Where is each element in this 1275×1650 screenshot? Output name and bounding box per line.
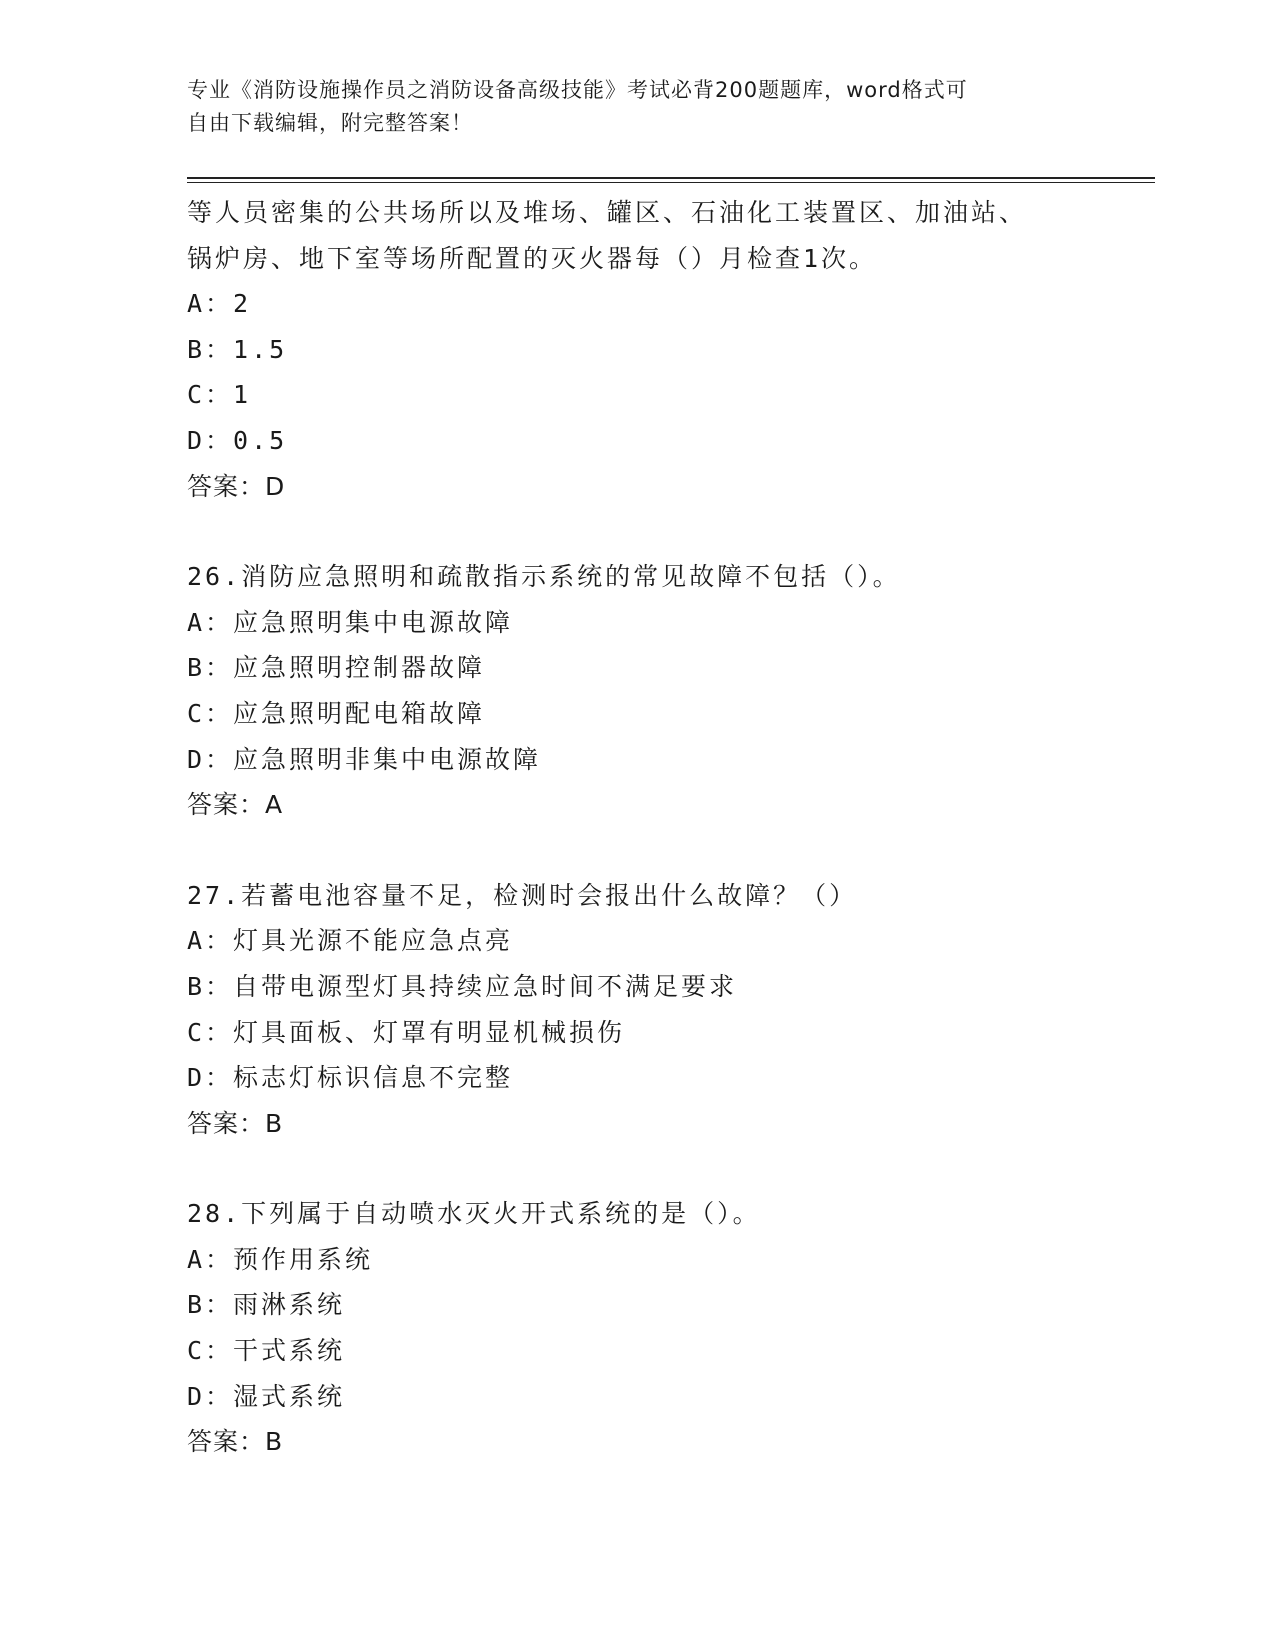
option-a: A：2 (187, 289, 252, 319)
answer-line: 答案：D (187, 471, 286, 501)
header-divider-thick (187, 177, 1155, 179)
option-a: A：灯具光源不能应急点亮 (187, 926, 514, 956)
option-b: B：应急照明控制器故障 (187, 653, 486, 683)
header-divider-thin (187, 182, 1155, 183)
header-title-line-2: 自由下载编辑，附完整答案！ (187, 111, 473, 135)
answer-line: 答案：A (187, 790, 284, 820)
option-c: C：应急照明配电箱故障 (187, 698, 486, 728)
question-26 (187, 554, 1157, 828)
option-c: C：灯具面板、灯罩有明显机械损伤 (187, 1017, 626, 1047)
question-continued (187, 190, 1157, 509)
option-b: B：雨淋系统 (187, 1290, 346, 1320)
option-b: B：1.5 (187, 334, 288, 364)
question-stem: 27.若蓄电池容量不足，检测时会报出什么故障？（） (187, 880, 858, 910)
question-stem: 28.下列属于自动喷水灭火开式系统的是（）。 (187, 1199, 761, 1229)
option-d: D：应急照明非集中电源故障 (187, 744, 542, 774)
document-body (187, 190, 1157, 1465)
answer-line: 答案：B (187, 1427, 284, 1457)
header-title-line-1: 专业《消防设施操作员之消防设备高级技能》考试必背200题题库，word格式可 (187, 78, 968, 102)
question-text-line: 等人员密集的公共场所以及堆场、罐区、石油化工装置区、加油站、 (187, 198, 1028, 227)
answer-line: 答案：B (187, 1108, 284, 1138)
option-c: C：1 (187, 380, 252, 410)
option-d: D：0.5 (187, 425, 288, 455)
option-d: D：湿式系统 (187, 1381, 346, 1411)
question-stem: 26.消防应急照明和疏散指示系统的常见故障不包括（）。 (187, 562, 901, 592)
option-a: A：应急照明集中电源故障 (187, 607, 514, 637)
question-27 (187, 873, 1157, 1147)
option-b: B：自带电源型灯具持续应急时间不满足要求 (187, 971, 738, 1001)
option-d: D：标志灯标识信息不完整 (187, 1063, 514, 1093)
option-c: C：干式系统 (187, 1336, 346, 1366)
question-28 (187, 1191, 1157, 1465)
document-header (187, 74, 1087, 140)
question-text-line: 锅炉房、地下室等场所配置的灭火器每（）月检查1次。 (187, 243, 878, 273)
option-a: A：预作用系统 (187, 1244, 374, 1274)
